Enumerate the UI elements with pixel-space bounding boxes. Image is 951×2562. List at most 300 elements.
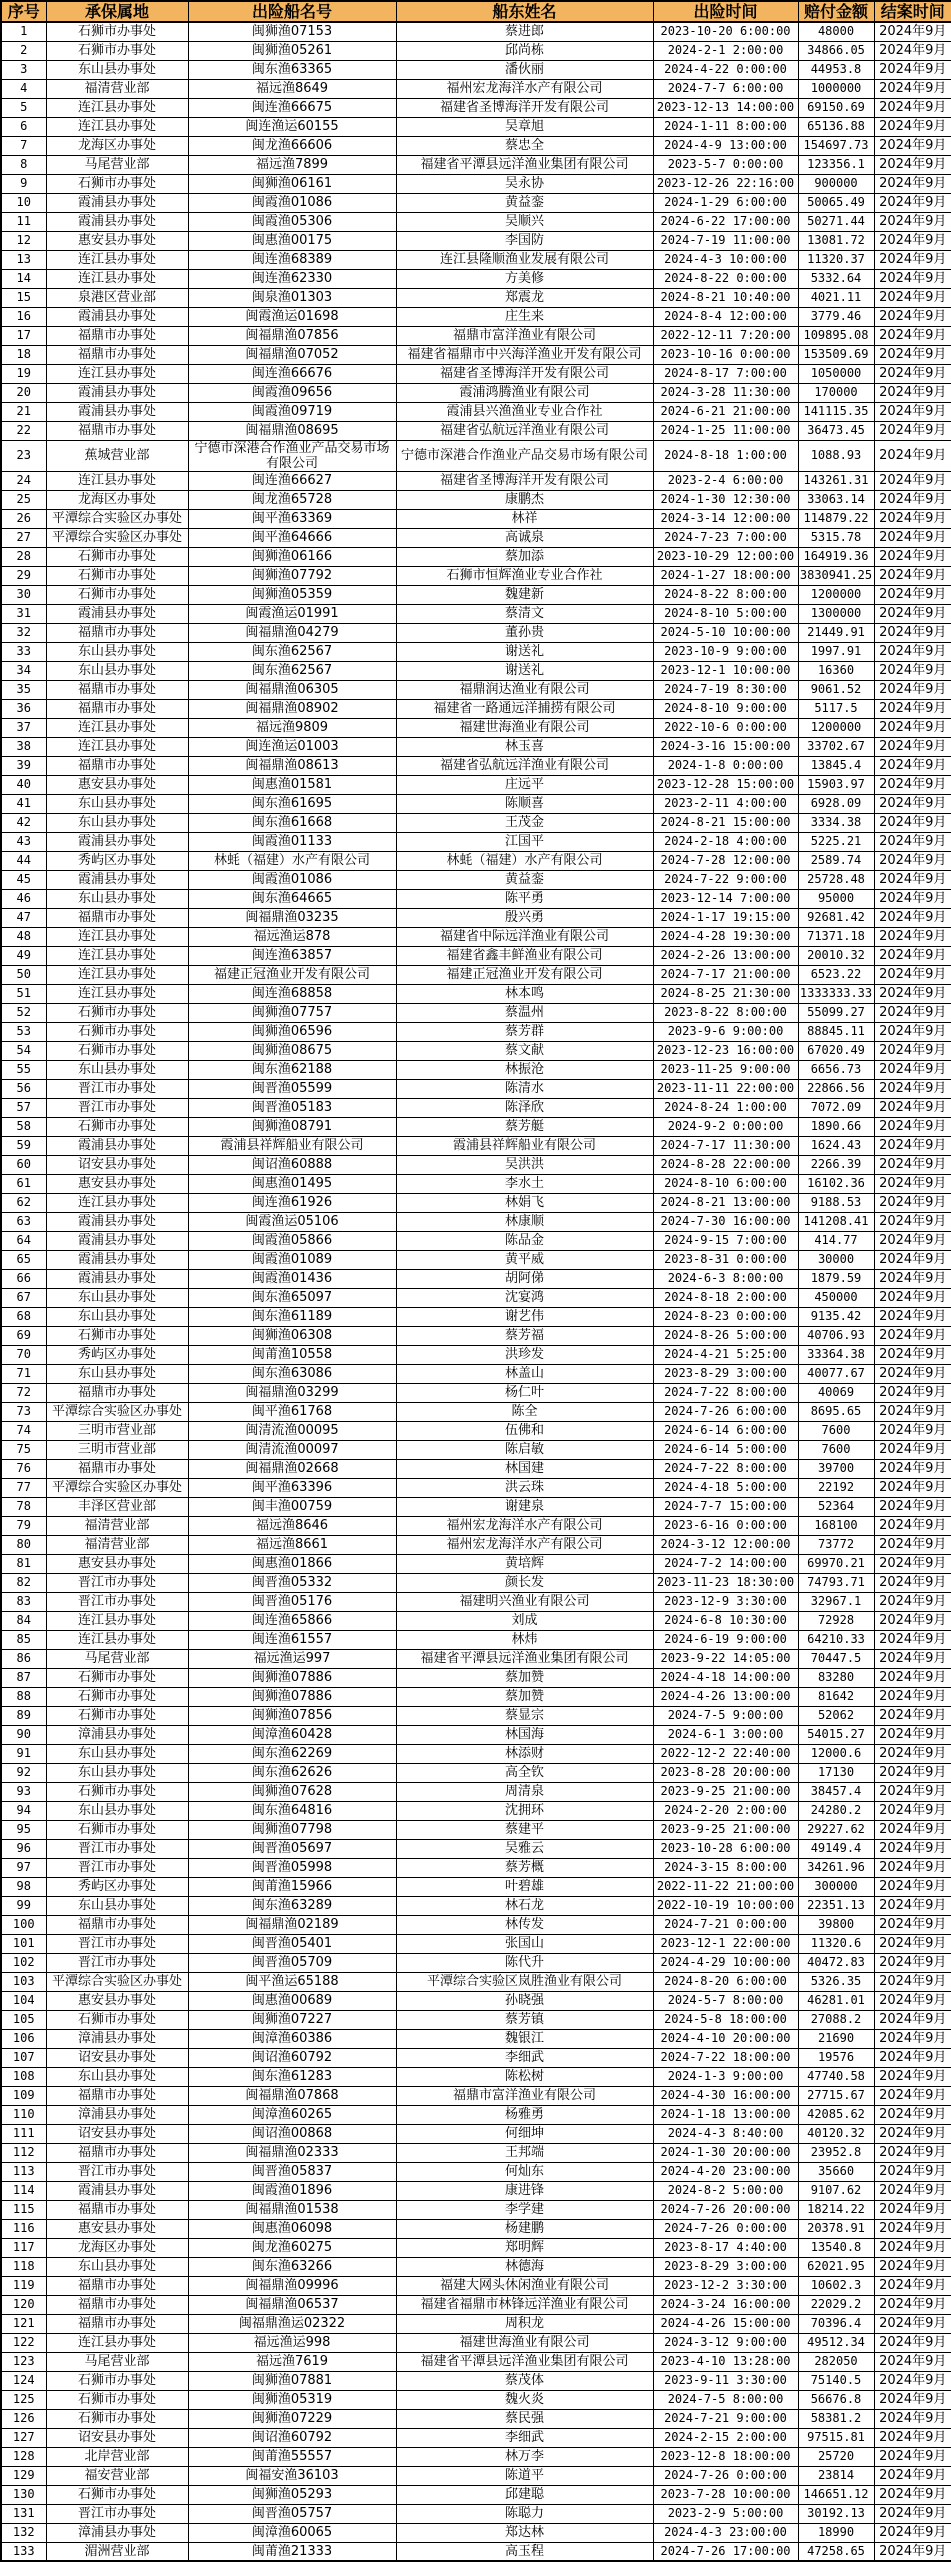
cell-index: 122	[1, 2333, 46, 2352]
cell-index: 85	[1, 1630, 46, 1649]
cell-owner: 张国山	[396, 1934, 653, 1953]
cell-vessel: 闽漳渔60265	[188, 2105, 396, 2124]
cell-incident-time: 2023-9-22 14:05:00	[653, 1649, 798, 1668]
cell-owner: 林振沧	[396, 1060, 653, 1079]
cell-index: 68	[1, 1307, 46, 1326]
cell-region: 连江县办事处	[46, 737, 188, 756]
cell-index: 54	[1, 1041, 46, 1060]
cell-close-time: 2024年9月	[874, 383, 951, 402]
cell-region: 东山县办事处	[46, 642, 188, 661]
cell-vessel: 闽连渔运01003	[188, 737, 396, 756]
cell-owner: 杨仁叶	[396, 1383, 653, 1402]
table-row	[1, 1212, 951, 1231]
cell-close-time: 2024年9月	[874, 117, 951, 136]
cell-vessel: 闽霞渔01089	[188, 1250, 396, 1269]
cell-amount: 3334.38	[798, 813, 874, 832]
cell-close-time: 2024年9月	[874, 851, 951, 870]
cell-amount: 40120.32	[798, 2124, 874, 2143]
cell-owner: 李细武	[396, 2048, 653, 2067]
cell-owner: 周积龙	[396, 2314, 653, 2333]
cell-region: 霞浦县办事处	[46, 2181, 188, 2200]
table-row	[1, 1782, 951, 1801]
cell-vessel: 闽晋渔05709	[188, 1953, 396, 1972]
table-row	[1, 1953, 951, 1972]
cell-amount: 30192.13	[798, 2504, 874, 2523]
cell-incident-time: 2024-4-3 8:40:00	[653, 2124, 798, 2143]
cell-close-time: 2024年9月	[874, 2333, 951, 2352]
cell-owner: 谢建泉	[396, 1497, 653, 1516]
cell-incident-time: 2024-4-26 13:00:00	[653, 1687, 798, 1706]
cell-close-time: 2024年9月	[874, 250, 951, 269]
cell-index: 29	[1, 566, 46, 585]
table-row	[1, 1383, 951, 1402]
cell-owner: 陈道平	[396, 2466, 653, 2485]
cell-owner: 陈品金	[396, 1231, 653, 1250]
table-row	[1, 212, 951, 231]
cell-incident-time: 2023-8-17 4:40:00	[653, 2238, 798, 2257]
cell-index: 20	[1, 383, 46, 402]
cell-close-time: 2024年9月	[874, 364, 951, 383]
cell-incident-time: 2024-7-23 7:00:00	[653, 528, 798, 547]
cell-index: 62	[1, 1193, 46, 1212]
cell-close-time: 2024年9月	[874, 737, 951, 756]
cell-amount: 5315.78	[798, 528, 874, 547]
cell-vessel: 闽连渔66675	[188, 98, 396, 117]
cell-amount: 1879.59	[798, 1269, 874, 1288]
cell-amount: 6928.09	[798, 794, 874, 813]
cell-close-time: 2024年9月	[874, 1611, 951, 1630]
cell-owner: 孙晓强	[396, 1991, 653, 2010]
table-row	[1, 421, 951, 440]
cell-incident-time: 2024-7-2 14:00:00	[653, 1554, 798, 1573]
table-row	[1, 2390, 951, 2409]
cell-close-time: 2024年9月	[874, 269, 951, 288]
cell-index: 87	[1, 1668, 46, 1687]
cell-incident-time: 2024-7-26 6:00:00	[653, 1402, 798, 1421]
cell-owner: 福建省鑫丰鲜渔业有限公司	[396, 946, 653, 965]
cell-amount: 414.77	[798, 1231, 874, 1250]
cell-close-time: 2024年9月	[874, 1497, 951, 1516]
cell-incident-time: 2024-1-25 11:00:00	[653, 421, 798, 440]
cell-index: 18	[1, 345, 46, 364]
cell-close-time: 2024年9月	[874, 1820, 951, 1839]
cell-incident-time: 2024-4-26 15:00:00	[653, 2314, 798, 2333]
cell-close-time: 2024年9月	[874, 421, 951, 440]
cell-vessel: 闽连渔68858	[188, 984, 396, 1003]
cell-close-time: 2024年9月	[874, 756, 951, 775]
cell-close-time: 2024年9月	[874, 2086, 951, 2105]
cell-incident-time: 2024-7-7 15:00:00	[653, 1497, 798, 1516]
cell-incident-time: 2023-12-1 22:00:00	[653, 1934, 798, 1953]
table-row	[1, 775, 951, 794]
cell-incident-time: 2023-11-23 18:30:00	[653, 1573, 798, 1592]
cell-incident-time: 2024-4-18 5:00:00	[653, 1478, 798, 1497]
cell-vessel: 闽诏渔60792	[188, 2428, 396, 2447]
cell-index: 52	[1, 1003, 46, 1022]
cell-incident-time: 2024-3-15 8:00:00	[653, 1858, 798, 1877]
cell-region: 霞浦县办事处	[46, 1212, 188, 1231]
cell-amount: 18214.22	[798, 2200, 874, 2219]
table-row	[1, 870, 951, 889]
table-row	[1, 1687, 951, 1706]
cell-close-time: 2024年9月	[874, 2409, 951, 2428]
cell-incident-time: 2024-1-18 13:00:00	[653, 2105, 798, 2124]
cell-incident-time: 2024-4-10 20:00:00	[653, 2029, 798, 2048]
cell-vessel: 闽霞渔05306	[188, 212, 396, 231]
cell-incident-time: 2024-8-17 7:00:00	[653, 364, 798, 383]
cell-owner: 福建世海渔业有限公司	[396, 2333, 653, 2352]
cell-owner: 蔡清文	[396, 604, 653, 623]
cell-close-time: 2024年9月	[874, 1592, 951, 1611]
cell-owner: 福鼎润达渔业有限公司	[396, 680, 653, 699]
cell-incident-time: 2024-7-21 0:00:00	[653, 1915, 798, 1934]
cell-close-time: 2024年9月	[874, 1098, 951, 1117]
cell-owner: 方美修	[396, 269, 653, 288]
cell-close-time: 2024年9月	[874, 1972, 951, 1991]
cell-index: 27	[1, 528, 46, 547]
cell-index: 92	[1, 1763, 46, 1782]
table-row	[1, 1877, 951, 1896]
cell-amount: 900000	[798, 174, 874, 193]
cell-amount: 11320.6	[798, 1934, 874, 1953]
cell-close-time: 2024年9月	[874, 2447, 951, 2466]
cell-region: 东山县办事处	[46, 794, 188, 813]
table-row	[1, 1459, 951, 1478]
cell-index: 55	[1, 1060, 46, 1079]
cell-index: 49	[1, 946, 46, 965]
cell-owner: 福建省平潭县远洋渔业集团有限公司	[396, 1649, 653, 1668]
cell-incident-time: 2023-9-6 9:00:00	[653, 1022, 798, 1041]
cell-owner: 颜长发	[396, 1573, 653, 1592]
table-row	[1, 1136, 951, 1155]
cell-incident-time: 2023-9-25 21:00:00	[653, 1820, 798, 1839]
cell-amount: 65136.88	[798, 117, 874, 136]
header-cell-owner: 船东姓名	[396, 1, 653, 22]
cell-owner: 谢送礼	[396, 661, 653, 680]
cell-owner: 林万李	[396, 2447, 653, 2466]
cell-region: 晋江市办事处	[46, 2162, 188, 2181]
cell-close-time: 2024年9月	[874, 326, 951, 345]
cell-vessel: 福远渔7899	[188, 155, 396, 174]
cell-owner: 福建省圣博海洋开发有限公司	[396, 364, 653, 383]
table-row	[1, 2295, 951, 2314]
cell-owner: 陈代升	[396, 1953, 653, 1972]
table-row	[1, 2257, 951, 2276]
cell-index: 91	[1, 1744, 46, 1763]
cell-incident-time: 2024-4-20 23:00:00	[653, 2162, 798, 2181]
cell-incident-time: 2023-12-23 16:00:00	[653, 1041, 798, 1060]
cell-close-time: 2024年9月	[874, 1402, 951, 1421]
cell-owner: 蔡加赞	[396, 1668, 653, 1687]
cell-amount: 32967.1	[798, 1592, 874, 1611]
cell-vessel: 闽狮渔07856	[188, 1706, 396, 1725]
cell-index: 10	[1, 193, 46, 212]
cell-region: 福安营业部	[46, 2466, 188, 2485]
cell-index: 93	[1, 1782, 46, 1801]
cell-index: 6	[1, 117, 46, 136]
cell-close-time: 2024年9月	[874, 1022, 951, 1041]
cell-region: 三明市营业部	[46, 1440, 188, 1459]
cell-index: 1	[1, 22, 46, 41]
cell-amount: 18990	[798, 2523, 874, 2542]
cell-close-time: 2024年9月	[874, 2390, 951, 2409]
table-row	[1, 1364, 951, 1383]
cell-owner: 林国建	[396, 1459, 653, 1478]
cell-owner: 福鼎市富洋渔业有限公司	[396, 326, 653, 345]
cell-amount: 40706.93	[798, 1326, 874, 1345]
cell-region: 平潭综合实验区办事处	[46, 528, 188, 547]
cell-index: 2	[1, 41, 46, 60]
cell-incident-time: 2024-3-16 15:00:00	[653, 737, 798, 756]
cell-incident-time: 2024-8-10 9:00:00	[653, 699, 798, 718]
cell-vessel: 闽惠渔01581	[188, 775, 396, 794]
cell-incident-time: 2024-8-23 0:00:00	[653, 1307, 798, 1326]
table-row	[1, 1649, 951, 1668]
cell-incident-time: 2024-6-14 6:00:00	[653, 1421, 798, 1440]
cell-region: 石狮市办事处	[46, 174, 188, 193]
cell-index: 39	[1, 756, 46, 775]
cell-vessel: 福远渔8661	[188, 1535, 396, 1554]
cell-index: 24	[1, 471, 46, 490]
cell-vessel: 闽狮渔05319	[188, 2390, 396, 2409]
cell-region: 石狮市办事处	[46, 2390, 188, 2409]
cell-amount: 69150.69	[798, 98, 874, 117]
cell-owner: 宁德市深港合作渔业产品交易市场有限公司	[396, 440, 653, 471]
table-row	[1, 269, 951, 288]
cell-region: 连江县办事处	[46, 965, 188, 984]
cell-incident-time: 2024-8-20 6:00:00	[653, 1972, 798, 1991]
cell-close-time: 2024年9月	[874, 22, 951, 41]
cell-vessel: 闽连渔66676	[188, 364, 396, 383]
cell-close-time: 2024年9月	[874, 2200, 951, 2219]
cell-incident-time: 2024-7-21 9:00:00	[653, 2409, 798, 2428]
cell-region: 霞浦县办事处	[46, 212, 188, 231]
cell-amount: 27715.67	[798, 2086, 874, 2105]
cell-index: 58	[1, 1117, 46, 1136]
table-row	[1, 2466, 951, 2485]
cell-amount: 5225.21	[798, 832, 874, 851]
cell-amount: 22866.56	[798, 1079, 874, 1098]
cell-index: 28	[1, 547, 46, 566]
cell-index: 86	[1, 1649, 46, 1668]
cell-region: 连江县办事处	[46, 364, 188, 383]
table-row	[1, 2029, 951, 2048]
cell-owner: 霞浦县祥辉船业有限公司	[396, 1136, 653, 1155]
cell-vessel: 闽晋渔05332	[188, 1573, 396, 1592]
cell-index: 34	[1, 661, 46, 680]
cell-close-time: 2024年9月	[874, 718, 951, 737]
cell-incident-time: 2024-9-15 7:00:00	[653, 1231, 798, 1250]
cell-vessel: 闽平渔运65188	[188, 1972, 396, 1991]
cell-region: 石狮市办事处	[46, 2010, 188, 2029]
cell-close-time: 2024年9月	[874, 1877, 951, 1896]
cell-region: 连江县办事处	[46, 269, 188, 288]
cell-vessel: 闽霞渔01436	[188, 1269, 396, 1288]
cell-vessel: 闽福鼎渔08902	[188, 699, 396, 718]
cell-incident-time: 2023-9-11 3:30:00	[653, 2371, 798, 2390]
cell-close-time: 2024年9月	[874, 889, 951, 908]
cell-owner: 福建省中际远洋渔业有限公司	[396, 927, 653, 946]
cell-incident-time: 2023-10-9 9:00:00	[653, 642, 798, 661]
cell-amount: 34261.96	[798, 1858, 874, 1877]
cell-incident-time: 2024-2-26 13:00:00	[653, 946, 798, 965]
cell-owner: 蔡显宗	[396, 1706, 653, 1725]
cell-vessel: 闽福鼎渔07052	[188, 345, 396, 364]
cell-incident-time: 2024-6-22 17:00:00	[653, 212, 798, 231]
cell-vessel: 闽晋渔05757	[188, 2504, 396, 2523]
cell-incident-time: 2024-7-7 6:00:00	[653, 79, 798, 98]
cell-region: 石狮市办事处	[46, 1326, 188, 1345]
table-row	[1, 566, 951, 585]
cell-region: 秀屿区办事处	[46, 1877, 188, 1896]
cell-vessel: 福远渔运998	[188, 2333, 396, 2352]
cell-region: 诏安县办事处	[46, 2124, 188, 2143]
table-row	[1, 1516, 951, 1535]
cell-incident-time: 2023-10-20 6:00:00	[653, 22, 798, 41]
cell-vessel: 闽狮渔07798	[188, 1820, 396, 1839]
cell-region: 秀屿区办事处	[46, 1345, 188, 1364]
cell-incident-time: 2024-6-8 10:30:00	[653, 1611, 798, 1630]
cell-vessel: 闽连渔68389	[188, 250, 396, 269]
cell-close-time: 2024年9月	[874, 307, 951, 326]
cell-region: 连江县办事处	[46, 718, 188, 737]
cell-incident-time: 2023-12-1 10:00:00	[653, 661, 798, 680]
cell-owner: 吴洪洪	[396, 1155, 653, 1174]
cell-close-time: 2024年9月	[874, 1782, 951, 1801]
table-row	[1, 1193, 951, 1212]
cell-region: 石狮市办事处	[46, 2485, 188, 2504]
cell-owner: 周清泉	[396, 1782, 653, 1801]
cell-close-time: 2024年9月	[874, 2276, 951, 2295]
cell-vessel: 闽狮渔07886	[188, 1687, 396, 1706]
table-row	[1, 623, 951, 642]
cell-region: 连江县办事处	[46, 946, 188, 965]
cell-region: 福清营业部	[46, 79, 188, 98]
cell-incident-time: 2023-12-9 3:30:00	[653, 1592, 798, 1611]
header-cell-incident-time: 出险时间	[653, 1, 798, 22]
cell-index: 75	[1, 1440, 46, 1459]
cell-amount: 75140.5	[798, 2371, 874, 2390]
cell-incident-time: 2023-12-2 3:30:00	[653, 2276, 798, 2295]
cell-owner: 魏银江	[396, 2029, 653, 2048]
cell-amount: 9107.62	[798, 2181, 874, 2200]
cell-amount: 9061.52	[798, 680, 874, 699]
cell-vessel: 闽狮渔06166	[188, 547, 396, 566]
table-row	[1, 1725, 951, 1744]
table-row	[1, 1003, 951, 1022]
cell-close-time: 2024年9月	[874, 2257, 951, 2276]
cell-owner: 林康顺	[396, 1212, 653, 1231]
cell-index: 60	[1, 1155, 46, 1174]
cell-vessel: 闽莆渔15966	[188, 1877, 396, 1896]
cell-owner: 魏建新	[396, 585, 653, 604]
cell-close-time: 2024年9月	[874, 1858, 951, 1877]
cell-close-time: 2024年9月	[874, 1212, 951, 1231]
cell-close-time: 2024年9月	[874, 1364, 951, 1383]
cell-region: 福鼎市办事处	[46, 421, 188, 440]
table-row	[1, 136, 951, 155]
cell-incident-time: 2024-4-3 23:00:00	[653, 2523, 798, 2542]
cell-owner: 福建世海渔业有限公司	[396, 718, 653, 737]
cell-index: 90	[1, 1725, 46, 1744]
cell-amount: 44953.8	[798, 60, 874, 79]
cell-region: 石狮市办事处	[46, 1668, 188, 1687]
cell-region: 霞浦县办事处	[46, 1269, 188, 1288]
cell-index: 45	[1, 870, 46, 889]
cell-close-time: 2024年9月	[874, 1250, 951, 1269]
cell-incident-time: 2023-12-26 22:16:00	[653, 174, 798, 193]
cell-owner: 董孙贵	[396, 623, 653, 642]
cell-close-time: 2024年9月	[874, 1193, 951, 1212]
cell-region: 连江县办事处	[46, 984, 188, 1003]
cell-index: 26	[1, 509, 46, 528]
cell-region: 丰泽区营业部	[46, 1497, 188, 1516]
cell-amount: 20010.32	[798, 946, 874, 965]
cell-incident-time: 2024-7-5 9:00:00	[653, 1706, 798, 1725]
cell-amount: 27088.2	[798, 2010, 874, 2029]
cell-close-time: 2024年9月	[874, 1896, 951, 1915]
header-cell-region: 承保属地	[46, 1, 188, 22]
cell-vessel: 闽清流渔00097	[188, 1440, 396, 1459]
cell-owner: 霞浦鸿腾渔业有限公司	[396, 383, 653, 402]
cell-vessel: 闽漳渔60386	[188, 2029, 396, 2048]
cell-region: 北岸营业部	[46, 2447, 188, 2466]
cell-amount: 58381.2	[798, 2409, 874, 2428]
table-row	[1, 927, 951, 946]
cell-incident-time: 2022-12-11 7:20:00	[653, 326, 798, 345]
cell-incident-time: 2023-11-11 22:00:00	[653, 1079, 798, 1098]
cell-index: 16	[1, 307, 46, 326]
table-header-row	[1, 1, 951, 22]
cell-incident-time: 2023-4-10 13:28:00	[653, 2352, 798, 2371]
cell-owner: 蔡忠全	[396, 136, 653, 155]
cell-index: 77	[1, 1478, 46, 1497]
cell-region: 连江县办事处	[46, 1611, 188, 1630]
cell-incident-time: 2024-6-21 21:00:00	[653, 402, 798, 421]
cell-index: 80	[1, 1535, 46, 1554]
cell-incident-time: 2024-8-2 5:00:00	[653, 2181, 798, 2200]
cell-amount: 109895.08	[798, 326, 874, 345]
cell-region: 石狮市办事处	[46, 566, 188, 585]
cell-index: 97	[1, 1858, 46, 1877]
cell-amount: 1200000	[798, 718, 874, 737]
cell-index: 8	[1, 155, 46, 174]
cell-close-time: 2024年9月	[874, 1478, 951, 1497]
cell-region: 石狮市办事处	[46, 22, 188, 41]
cell-region: 霞浦县办事处	[46, 307, 188, 326]
cell-incident-time: 2024-7-22 9:00:00	[653, 870, 798, 889]
table-row	[1, 1117, 951, 1136]
cell-owner: 蔡文献	[396, 1041, 653, 1060]
cell-index: 115	[1, 2200, 46, 2219]
cell-close-time: 2024年9月	[874, 471, 951, 490]
cell-vessel: 闽平渔64666	[188, 528, 396, 547]
cell-close-time: 2024年9月	[874, 1991, 951, 2010]
cell-incident-time: 2024-7-17 21:00:00	[653, 965, 798, 984]
cell-region: 漳浦县办事处	[46, 2105, 188, 2124]
cell-index: 119	[1, 2276, 46, 2295]
cell-owner: 林德海	[396, 2257, 653, 2276]
cell-owner: 林添财	[396, 1744, 653, 1763]
cell-incident-time: 2024-1-30 12:30:00	[653, 490, 798, 509]
cell-incident-time: 2023-8-28 20:00:00	[653, 1763, 798, 1782]
cell-vessel: 闽福鼎渔07856	[188, 326, 396, 345]
cell-owner: 福建省平潭县远洋渔业集团有限公司	[396, 155, 653, 174]
cell-owner: 康鹏杰	[396, 490, 653, 509]
cell-close-time: 2024年9月	[874, 2371, 951, 2390]
cell-incident-time: 2022-12-2 22:40:00	[653, 1744, 798, 1763]
cell-incident-time: 2024-3-24 16:00:00	[653, 2295, 798, 2314]
